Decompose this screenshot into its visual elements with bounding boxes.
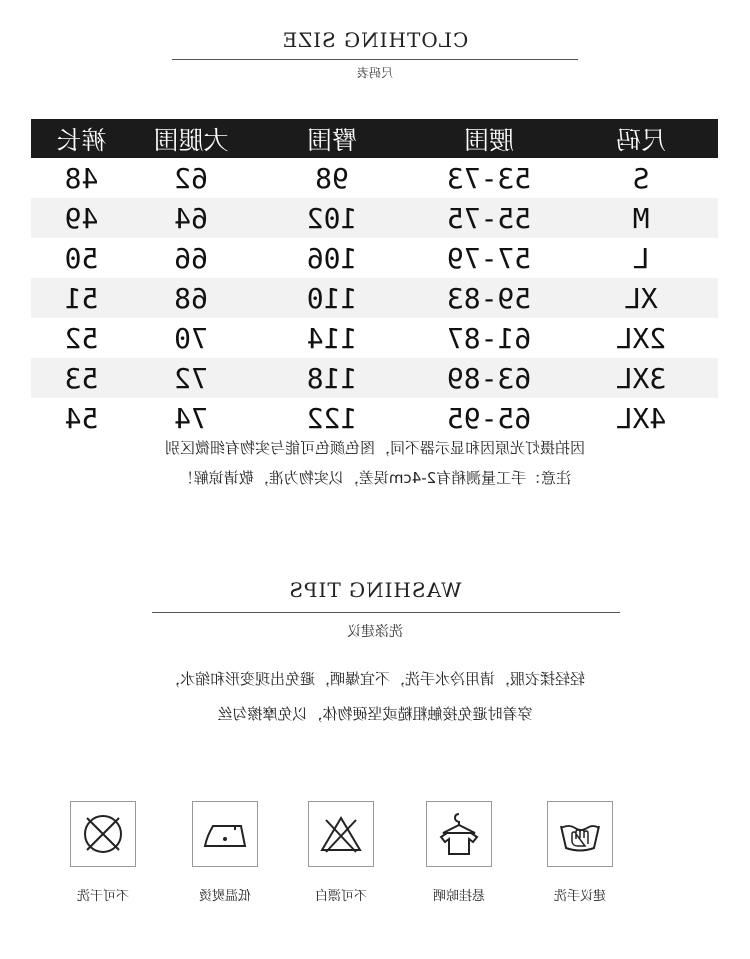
care-label-low-iron: 低温熨烫 bbox=[199, 889, 252, 904]
cell-length: 50 bbox=[64, 241, 99, 275]
cell-hip: 114 bbox=[306, 321, 358, 355]
washing-title-divider bbox=[152, 612, 620, 613]
cell-length: 49 bbox=[64, 201, 99, 235]
table-row bbox=[31, 278, 718, 318]
cell-hip: 98 bbox=[315, 161, 349, 195]
table-row bbox=[31, 318, 718, 358]
care-label-hang-dry: 悬挂晾晒 bbox=[433, 889, 486, 904]
cell-hip: 110 bbox=[306, 281, 358, 315]
hang-dry-icon bbox=[426, 801, 492, 867]
header-hip: 臀围 bbox=[307, 125, 358, 155]
cell-thigh: 74 bbox=[174, 401, 208, 435]
washing-section-title: WASHING TIPS bbox=[288, 578, 462, 602]
cell-length: 53 bbox=[64, 361, 99, 395]
cell-thigh: 64 bbox=[174, 201, 208, 235]
cell-waist: 53-73 bbox=[446, 161, 532, 195]
cell-thigh: 70 bbox=[174, 321, 208, 355]
care-label-no-dry-clean: 不可干洗 bbox=[77, 889, 130, 904]
cell-thigh: 62 bbox=[174, 161, 208, 195]
size-table bbox=[31, 119, 718, 438]
cell-thigh: 66 bbox=[174, 241, 208, 275]
cell-size: M bbox=[632, 201, 650, 235]
cell-hip: 102 bbox=[306, 201, 358, 235]
size-title-divider bbox=[172, 59, 578, 60]
cell-hip: 122 bbox=[306, 401, 358, 435]
care-item-low-iron bbox=[191, 801, 259, 904]
cell-size: 2XL bbox=[615, 321, 667, 355]
cell-length: 48 bbox=[64, 161, 99, 195]
table-row bbox=[31, 198, 718, 238]
care-item-no-bleach bbox=[307, 801, 375, 904]
cell-size: 4XL bbox=[615, 401, 667, 435]
no-bleach-icon bbox=[308, 801, 374, 867]
table-row bbox=[31, 358, 718, 398]
cell-waist: 55-75 bbox=[446, 201, 532, 235]
care-item-hang-dry bbox=[425, 801, 493, 904]
cell-hip: 106 bbox=[306, 241, 358, 275]
cell-size: S bbox=[632, 161, 650, 195]
table-row bbox=[31, 398, 718, 438]
table-row bbox=[31, 238, 718, 278]
no-dry-clean-icon bbox=[70, 801, 136, 867]
cell-waist: 61-87 bbox=[446, 321, 532, 355]
cell-size: 3XL bbox=[615, 361, 667, 395]
cell-size: L bbox=[632, 241, 650, 275]
cell-length: 51 bbox=[64, 281, 99, 315]
measure-note: 注意：手工量测稍有2-4cm误差，以实物为准，敬请谅解！ bbox=[178, 469, 572, 487]
cell-waist: 63-89 bbox=[446, 361, 532, 395]
cell-hip: 118 bbox=[306, 361, 358, 395]
washing-tip-1: 轻轻揉衣服，请用冷水手洗，不宜爆晒，避免出现变形和缩水， bbox=[165, 670, 586, 688]
care-item-no-dry-clean bbox=[69, 801, 137, 904]
cell-thigh: 68 bbox=[174, 281, 208, 315]
care-label-no-bleach: 不可漂白 bbox=[315, 889, 368, 904]
cell-size: XL bbox=[624, 281, 658, 315]
size-section-title: CLOTHING SIZE bbox=[281, 28, 469, 52]
cell-waist: 57-79 bbox=[446, 241, 532, 275]
header-thigh: 大腿围 bbox=[153, 125, 229, 155]
washing-section-subtitle: 洗涤建议 bbox=[347, 624, 403, 640]
low-iron-icon bbox=[192, 801, 258, 867]
hand-wash-icon bbox=[547, 801, 613, 867]
header-size: 尺码 bbox=[616, 125, 667, 155]
color-note: 因拍摄灯光原因和显示器不同，图色颜色可能与实物有细微区别 bbox=[165, 439, 586, 457]
size-table-header bbox=[31, 119, 718, 158]
cell-thigh: 72 bbox=[174, 361, 208, 395]
care-label-hand-wash: 建议手洗 bbox=[554, 889, 607, 904]
header-length: 裤长 bbox=[56, 125, 107, 155]
cell-waist: 65-95 bbox=[446, 401, 532, 435]
cell-waist: 59-83 bbox=[446, 281, 532, 315]
washing-tip-2: 穿着时避免接触粗糙或坚硬物体，以免摩擦勾丝 bbox=[217, 705, 533, 723]
care-item-hand-wash bbox=[546, 801, 614, 904]
header-waist: 腰围 bbox=[464, 125, 515, 155]
cell-length: 52 bbox=[64, 321, 99, 355]
size-section-subtitle: 尺码表 bbox=[357, 66, 394, 80]
cell-length: 54 bbox=[64, 401, 99, 435]
table-row bbox=[31, 158, 718, 198]
